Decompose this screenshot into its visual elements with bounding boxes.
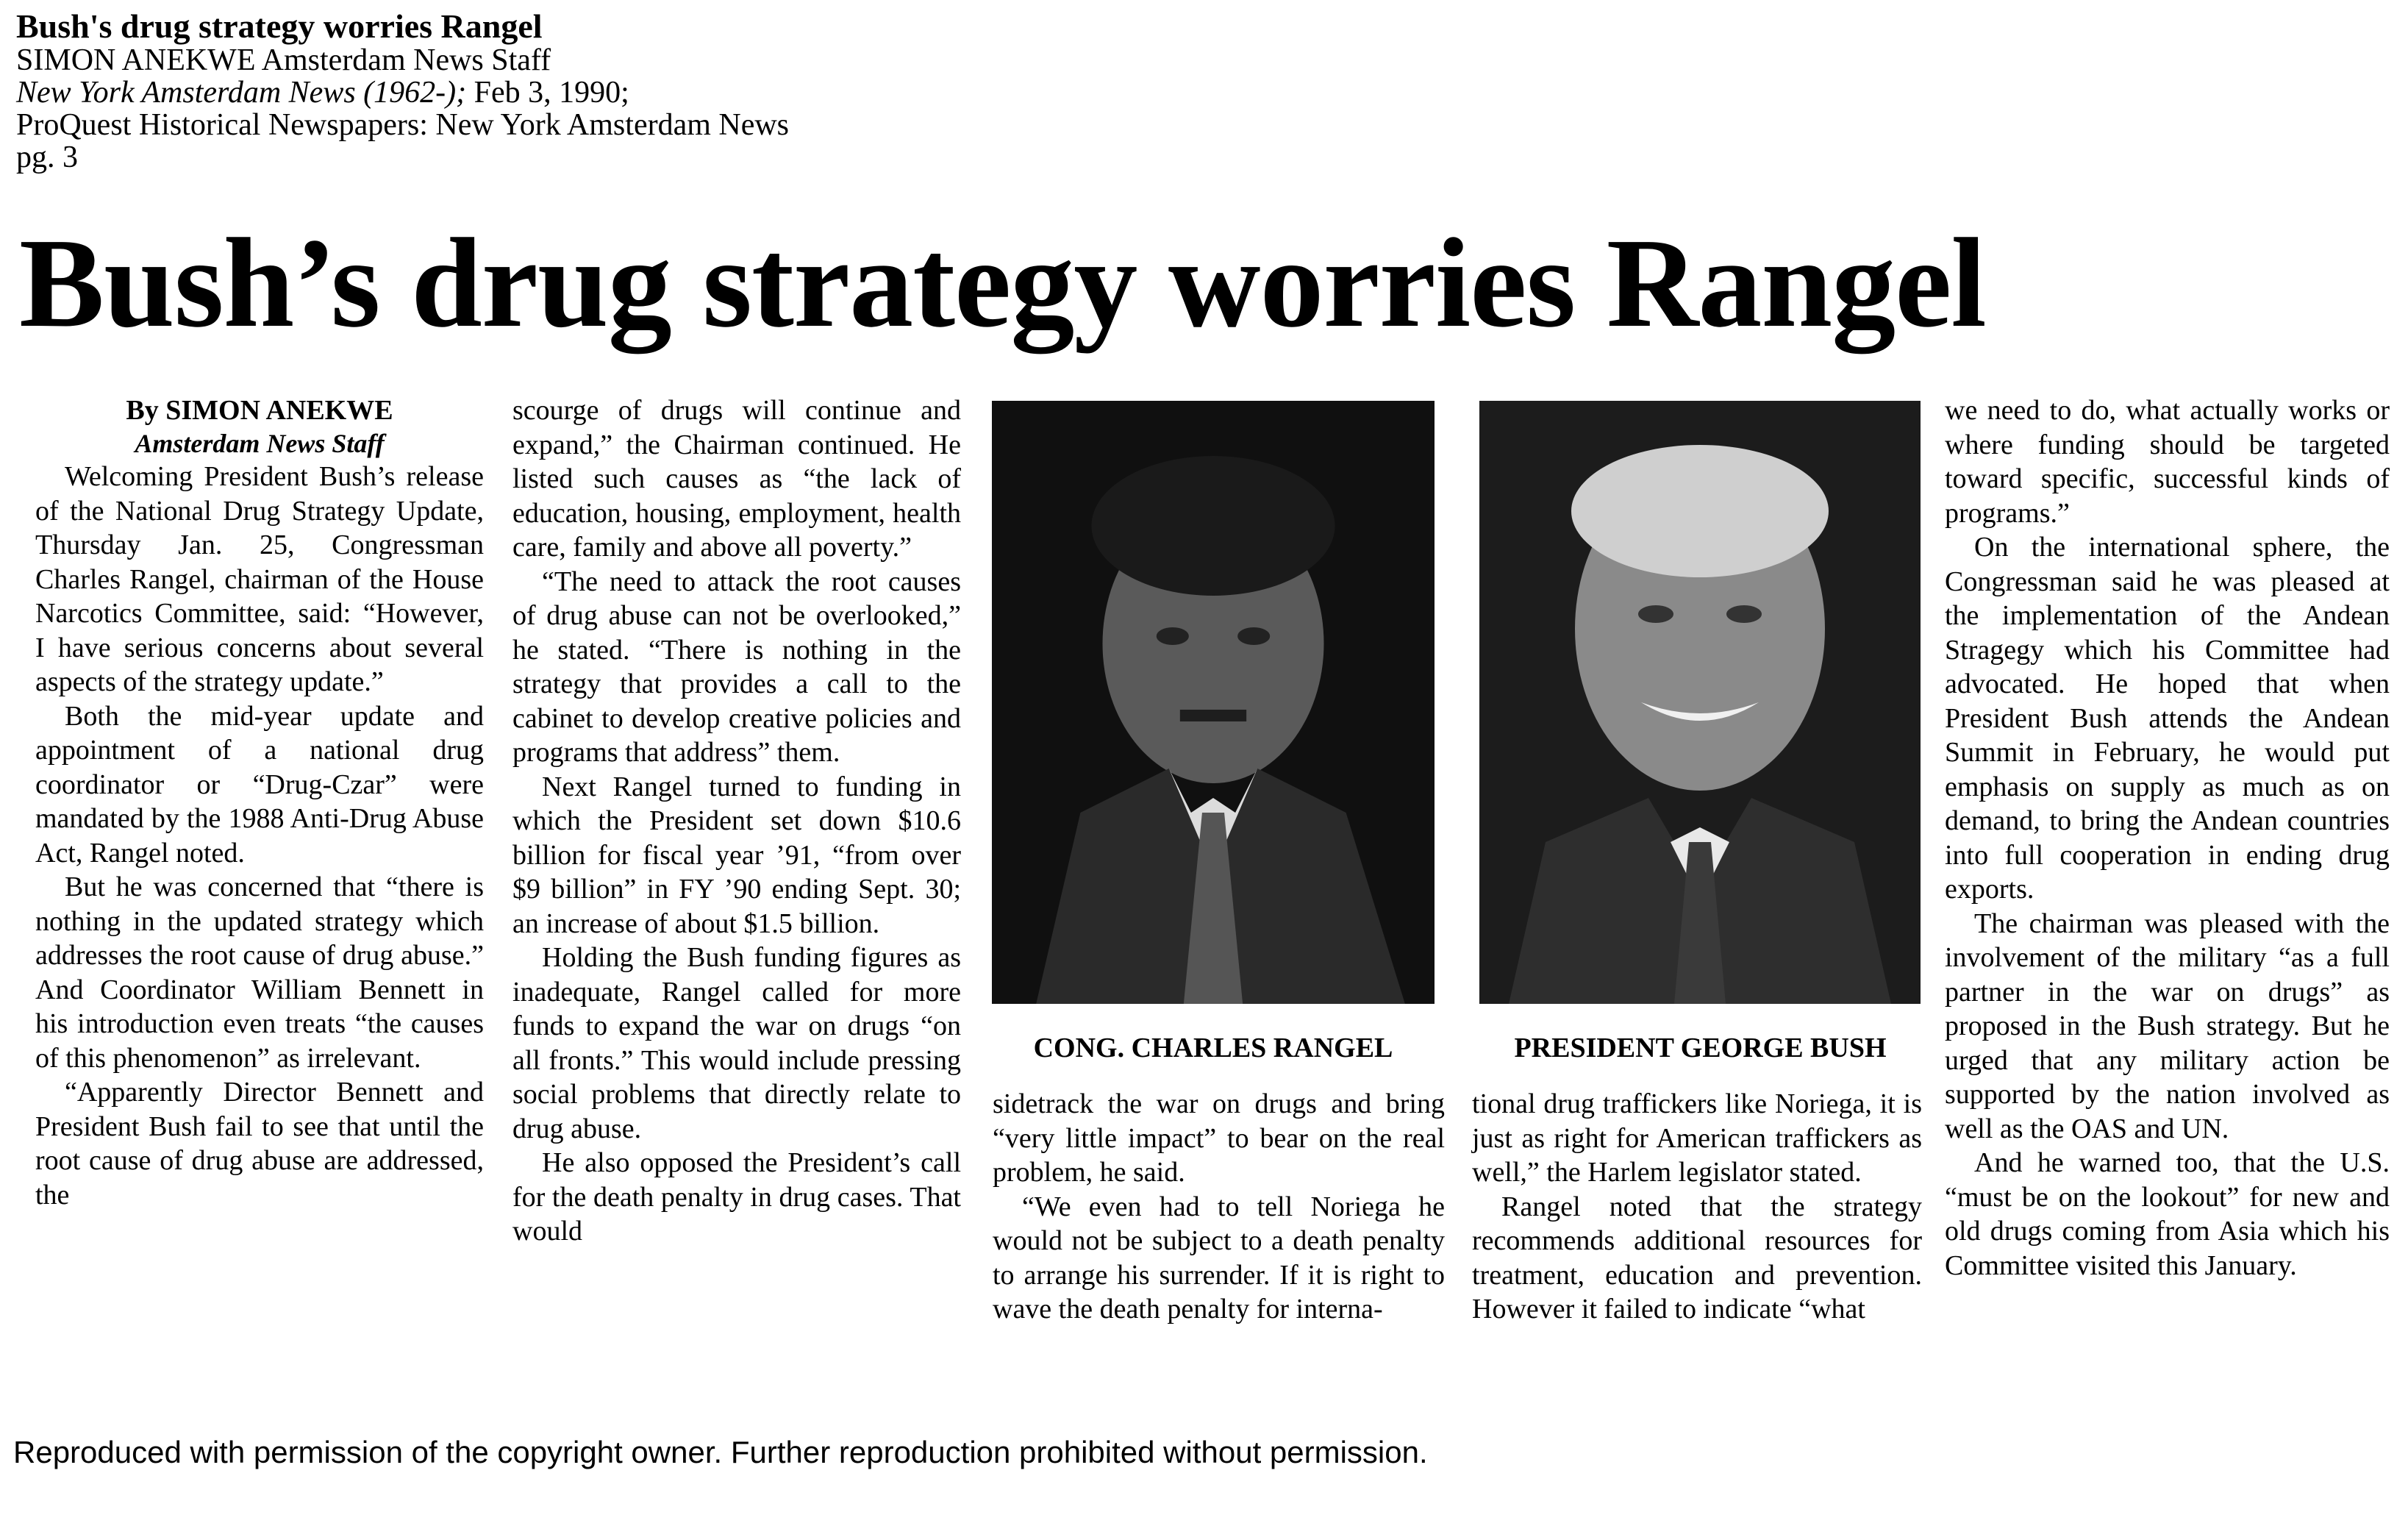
- paragraph: Rangel noted that the strategy recommends additional resources for treatment, education and prevention. However it failed to indicate “what: [1472, 1191, 1922, 1324]
- article-column-5: [1945, 393, 2390, 1283]
- article-column-4: [1472, 1087, 1922, 1327]
- citation-publication: New York Amsterdam News (1962-);: [16, 76, 467, 110]
- paragraph: “Apparently Director Bennett and President Bush fail to see that until the root cause of drug abuse are addressed, the: [35, 1077, 484, 1211]
- rangel-portrait-image: [992, 401, 1435, 1004]
- paragraph: And he warned too, that the U.S. “must be on the lookout” for new and old drugs coming from Asia which his Committee visited this January.: [1945, 1147, 2390, 1281]
- byline-staff: Amsterdam News Staff: [135, 429, 385, 458]
- citation-publication-line: [16, 76, 1046, 109]
- rangel-photo: [992, 401, 1435, 1004]
- article-column-1: [35, 393, 484, 1212]
- paragraph: “The need to attack the root causes of drug abuse can not be overlooked,” he stated. “There is nothing in the strategy that provides a call to the cabinet to develop creative policies and programs that address” them.: [512, 566, 961, 768]
- citation-author: SIMON ANEKWE Amsterdam News Staff: [16, 43, 551, 77]
- paragraph: Welcoming President Bush’s release of the National Drug Strategy Update, Thursday Jan. 25, Congressman Charles Rangel, chairman of the House Narcotics Committee, said: “However, I have serious concerns about several aspects of the strategy update.”: [35, 461, 484, 697]
- article-headline: Bush’s drug strategy worries Rangel: [19, 212, 1986, 354]
- byline: By SIMON ANEKWE: [126, 395, 393, 426]
- copyright-notice: Reproduced with permission of the copyright owner. Further reproduction prohibited without permission.: [13, 1435, 1428, 1469]
- rangel-caption: CONG. CHARLES RANGEL: [1033, 1033, 1393, 1063]
- article-column-2: [512, 393, 961, 1249]
- paragraph: we need to do, what actually works or where funding should be targeted toward specific, successful kinds of programs.”: [1945, 395, 2390, 529]
- paragraph: tional drug traffickers like Noriega, it is just as right for American traffickers as well,” the Harlem legislator stated.: [1472, 1088, 1922, 1188]
- paragraph: “We even had to tell Noriega he would not be subject to a death penalty to arrange his surrender. If it is right to wave the death penalty for interna-: [993, 1191, 1445, 1324]
- paragraph: scourge of drugs will continue and expand,” the Chairman continued. He listed such causes as “the lack of education, housing, employment, health care, family and above all poverty.”: [512, 395, 961, 563]
- citation-date: Feb 3, 1990;: [466, 76, 629, 110]
- bush-caption: PRESIDENT GEORGE BUSH: [1514, 1033, 1887, 1063]
- article-column-3: [993, 1087, 1445, 1327]
- citation-page: pg. 3: [16, 140, 78, 174]
- bush-portrait-image: [1479, 401, 1921, 1004]
- paragraph: The chairman was pleased with the involvement of the military “as a full partner in the war on drugs” as proposed in the Bush strategy. But he urged that any military action be supported by the nation involved as well as the OAS and UN.: [1945, 908, 2390, 1144]
- paragraph: On the international sphere, the Congressman said he was pleased at the implementation of the Andean Stragegy which his Committee had advocated. He hoped that when President Bush attends the Andean Summit in February, he would put emphasis on supply as much as on demand, to bring the Andean countries into full cooperation in ending drug exports.: [1945, 532, 2390, 905]
- citation-database: ProQuest Historical Newspapers: New York Amsterdam News: [16, 108, 790, 142]
- paragraph: Holding the Bush funding figures as inadequate, Rangel called for more funds to expand the war on drugs “on all fronts.” This would include pressing social problems that directly relate to drug abuse.: [512, 942, 961, 1144]
- paragraph: sidetrack the war on drugs and bring “very little impact” to bear on the real problem, he said.: [993, 1088, 1445, 1188]
- bush-photo: [1479, 401, 1921, 1004]
- paragraph: He also opposed the President’s call for the death penalty in drug cases. That would: [512, 1147, 961, 1247]
- paragraph: Next Rangel turned to funding in which the President set down $10.6 billion for fiscal year ’91, “from over $9 billion” in FY ’90 ending Sept. 30; an increase of about $1.5 billion.: [512, 771, 961, 939]
- citation-title: Bush's drug strategy worries Rangel: [16, 7, 543, 45]
- paragraph: But he was concerned that “there is nothing in the updated strategy which addresses the root cause of drug abuse.” And Coordinator William Bennett in his introduction even treats “the causes of this phenomenon” as irrelevant.: [35, 871, 484, 1074]
- citation-block: [16, 9, 1046, 174]
- paragraph: Both the mid-year update and appointment of a national drug coordinator or “Drug-Czar” were mandated by the 1988 Anti-Drug Abuse Act, Rangel noted.: [35, 700, 484, 869]
